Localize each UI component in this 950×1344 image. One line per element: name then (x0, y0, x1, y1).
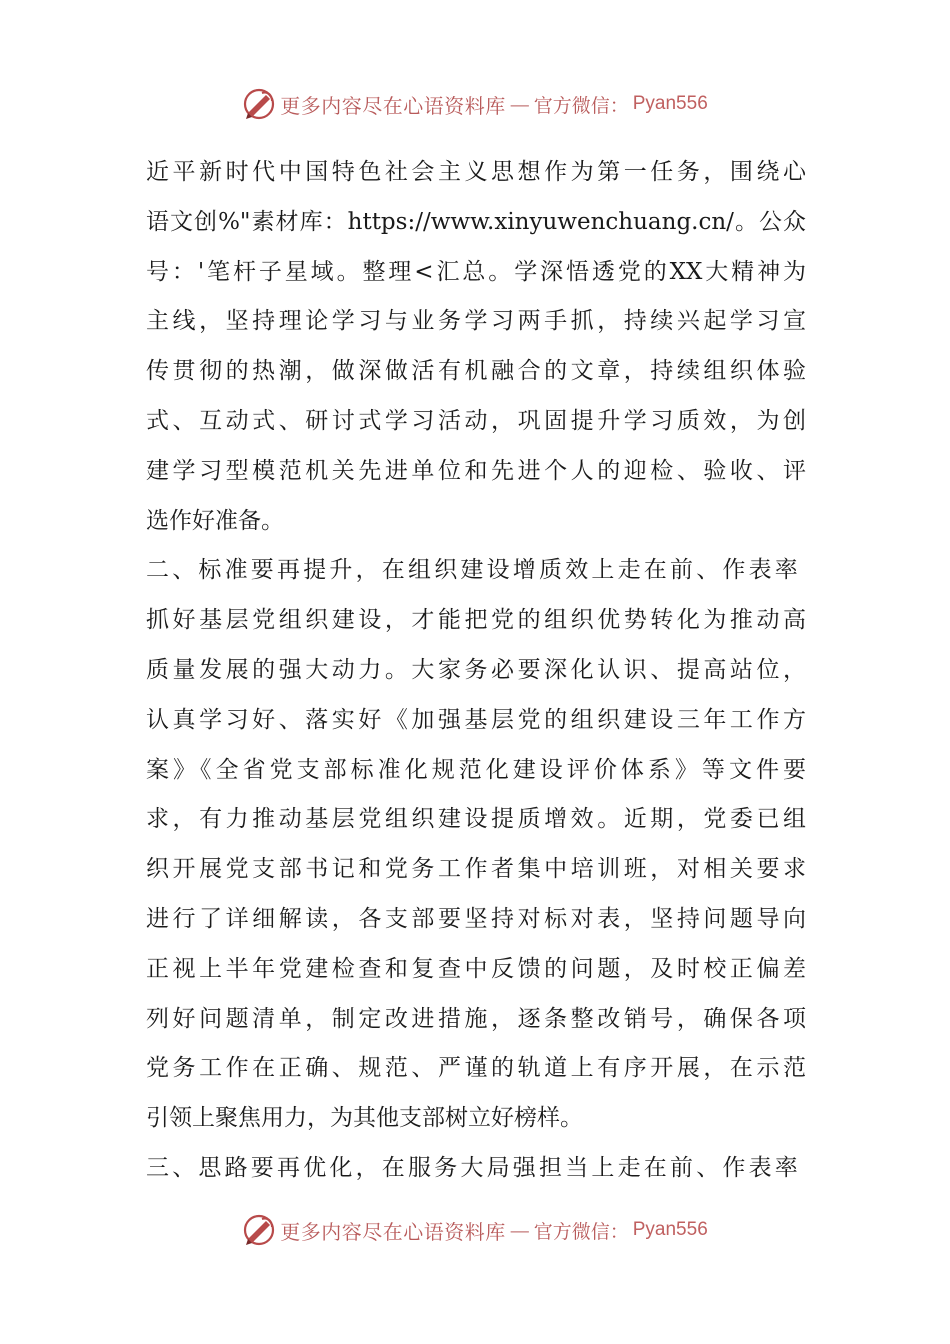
header-wechat-id: Pyan556 (632, 93, 708, 114)
body-line: 求，有力推动基层党组织建设提质增效。近期，党委已组 (146, 806, 806, 833)
header-wechat-label: 官方微信： (533, 94, 629, 117)
header-banner (0, 84, 950, 124)
body-line: 案》《全省党支部标准化规范化建设评价体系》等文件要 (146, 756, 806, 783)
header-separator: — (509, 92, 530, 116)
body-line: 引领上聚焦用力，为其他支部树立好榜样。 (146, 1105, 583, 1132)
pen-logo-icon (242, 1213, 276, 1247)
header-site-text: 更多内容尽在心语资料库 (280, 93, 506, 118)
body-line: 主线，坚持理论学习与业务学习两手抓，持续兴起学习宣 (146, 308, 806, 335)
body-line: 抓好基层党组织建设，才能把党的组织优势转化为推动高 (146, 607, 806, 634)
body-line: 织开展党支部书记和党务工作者集中培训班，对相关要求 (146, 856, 806, 883)
footer-site-text: 更多内容尽在心语资料库 (280, 1219, 506, 1244)
footer-banner (0, 1210, 950, 1250)
document-body (146, 148, 806, 1194)
footer-wechat-id: Pyan556 (632, 1219, 708, 1240)
body-line: 传贯彻的热潮，做深做活有机融合的文章，持续组织体验 (146, 358, 806, 385)
body-line: 近平新时代中国特色社会主义思想作为第一任务，围绕心 (146, 159, 806, 185)
body-line: 号：'笔杆子星域。整理<汇总。学深悟透党的XX大精神为 (146, 258, 806, 285)
footer-separator: — (509, 1218, 530, 1242)
section-heading: 二、标准要再提升，在组织建设增质效上走在前、作表率 (146, 557, 801, 584)
body-line: 正视上半年党建检查和复查中反馈的问题，及时校正偏差 (146, 955, 806, 982)
body-line: 党务工作在正确、规范、严谨的轨道上有序开展，在示范 (146, 1055, 806, 1082)
body-line: 认真学习好、落实好《加强基层党的组织建设三年工作方 (146, 706, 806, 733)
body-line: 式、互动式、研讨式学习活动，巩固提升学习质效，为创 (146, 407, 806, 434)
body-line: 选作好准备。 (146, 507, 284, 534)
body-line: 进行了详细解读，各支部要坚持对标对表，坚持问题导向 (146, 905, 806, 932)
footer-wechat-label: 官方微信： (533, 1220, 629, 1243)
body-line: 语文创%"素材库：https://www.xinyuwenchuang.cn/。公众 (146, 208, 806, 235)
body-line: 建学习型模范机关先进单位和先进个人的迎检、验收、评 (146, 457, 806, 484)
body-line: 质量发展的强大动力。大家务必要深化认识、提高站位， (146, 656, 806, 683)
pen-logo-icon (242, 87, 276, 121)
section-heading: 三、思路要再优化，在服务大局强担当上走在前、作表率 (146, 1154, 801, 1181)
body-line: 列好问题清单，制定改进措施，逐条整改销号，确保各项 (146, 1005, 806, 1032)
